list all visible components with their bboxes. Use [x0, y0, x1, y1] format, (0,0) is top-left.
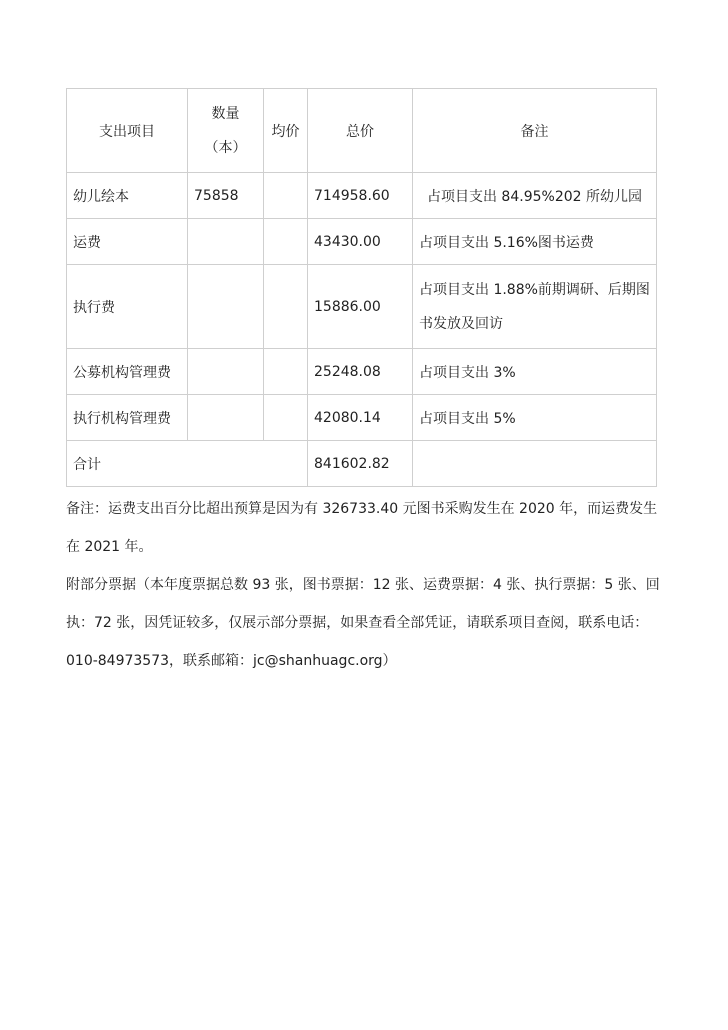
cell-total: 714958.60	[308, 173, 413, 219]
total-label: 合计	[67, 441, 308, 487]
cell-note: 占项目支出 3%	[413, 349, 657, 395]
header-quantity-line2: （本）	[204, 139, 247, 156]
cell-unit-price	[264, 219, 308, 265]
remark-attachment: 附部分票据（本年度票据总数 93 张，图书票据：12 张、运费票据：4 张、执行票据：5 张、回执：72 张，因凭证较多，仅展示部分票据，如果查看全部凭证，请联系项目查阅，联系电话：010-84973573，联系邮箱：jc@shanhuagc.org）	[66, 577, 660, 669]
cell-quantity	[188, 395, 264, 441]
table-total-row	[67, 441, 657, 487]
cell-item: 运费	[67, 219, 188, 265]
total-value: 841602.82	[308, 441, 413, 487]
cell-unit-price	[264, 173, 308, 219]
cell-quantity: 75858	[188, 173, 264, 219]
remark-note: 备注：运费支出百分比超出预算是因为有 326733.40 元图书采购发生在 2020 年，而运费发生在 2021 年。	[66, 501, 658, 555]
cell-item: 执行费	[67, 265, 188, 349]
cell-unit-price	[264, 395, 308, 441]
cell-quantity	[188, 219, 264, 265]
table-row	[67, 395, 657, 441]
header-quantity-line1: 数量	[211, 105, 240, 122]
cell-note: 占项目支出 1.88%前期调研、后期图书发放及回访	[413, 265, 657, 349]
header-note: 备注	[413, 89, 657, 173]
total-note	[413, 441, 657, 487]
table-row	[67, 349, 657, 395]
header-total: 总价	[308, 89, 413, 173]
cell-unit-price	[264, 265, 308, 349]
table-row	[67, 265, 657, 349]
cell-total: 42080.14	[308, 395, 413, 441]
header-quantity	[188, 89, 264, 173]
table-row	[67, 219, 657, 265]
table-row	[67, 173, 657, 219]
cell-note: 占项目支出 84.95%202 所幼儿园	[413, 173, 657, 219]
header-item: 支出项目	[67, 89, 188, 173]
cell-item: 执行机构管理费	[67, 395, 188, 441]
table-header-row	[67, 89, 657, 173]
cell-quantity	[188, 349, 264, 395]
cell-quantity	[188, 265, 264, 349]
remarks-section	[66, 490, 662, 680]
cell-total: 25248.08	[308, 349, 413, 395]
cell-item: 幼儿绘本	[67, 173, 188, 219]
cell-item: 公募机构管理费	[67, 349, 188, 395]
cell-note: 占项目支出 5.16%图书运费	[413, 219, 657, 265]
cell-note: 占项目支出 5%	[413, 395, 657, 441]
cell-unit-price	[264, 349, 308, 395]
header-unit-price: 均价	[264, 89, 308, 173]
cell-total: 15886.00	[308, 265, 413, 349]
expense-table	[66, 88, 657, 487]
cell-total: 43430.00	[308, 219, 413, 265]
